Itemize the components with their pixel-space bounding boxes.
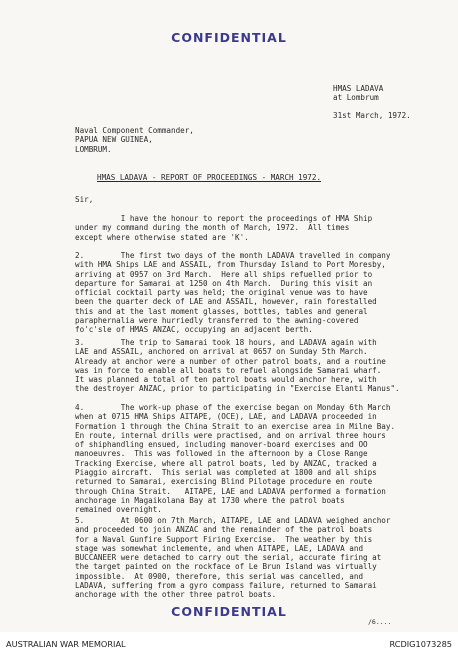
archive-footer — [0, 632, 458, 654]
archive-name: AUSTRALIAN WAR MEMORIAL — [6, 639, 126, 649]
paragraph-1: I have the honour to report the proceedings of HMA Ship under my command during the month of March, 1972. All times except where otherwise stated are 'K'. — [75, 214, 373, 242]
classification-stamp-top: CONFIDENTIAL — [171, 30, 287, 45]
salutation: Sir, — [75, 195, 94, 204]
addressee-block: Naval Component Commander, PAPUA NEW GUINEA, LOMBRUM. — [75, 126, 194, 154]
continuation-marker: /6.... — [368, 618, 392, 626]
paragraph-5: 5. At 0600 on 7th March, AITAPE, LAE and LADAVA weighed anchor and proceeded to join ANZAC and the remainder of the patrol boats for a Naval Gunfire Support Firing Exercise. The weather by this stage was somewhat inclemente, and when AITAPE, LAE, LADAVA and BUCCANEER were detached to carry out the serial, accurate firing at the target painted on the rockface of Le Brun Island was virtually impossible. At 0900, therefore, this serial was cancelled, and LADAVA, suffering from a gyro compass failure, returned to Samarai anchorage with the other three patrol boats. — [75, 516, 391, 600]
subject-line: HMAS LADAVA - REPORT OF PROCEEDINGS - MARCH 1972. — [97, 173, 322, 182]
sender-block: HMAS LADAVA at Lombrum — [333, 84, 384, 103]
paragraph-2: 2. The first two days of the month LADAVA travelled in company with HMA Ships LAE and ASSAIL, from Thursday Island to Port Moresby, arriving at 0957 on 3rd March. Here all ships refuelled prior to departure for Samarai at 1250 on 4th March. During this visit an official cocktail party was held; the original venue was to have been the quarter deck of LAE and ASSAIL, however, rain forestalled this and at the last moment glasses, bottles, tables and general paraphernalia were hurriedly transferred to the awning-covered fo'c'sle of HMAS ANZAC, occupying an adjacent berth. — [75, 251, 391, 335]
letter-date: 31st March, 1972. — [333, 111, 411, 120]
record-id: RCDIG1073285 — [389, 639, 452, 649]
classification-stamp-bottom: CONFIDENTIAL — [171, 604, 287, 619]
paragraph-3: 3. The trip to Samarai took 18 hours, and LADAVA again with LAE and ASSAIL, anchored on arrival at 0657 on Sunday 5th March. Already at anchor were a number of other patrol boats, and a routine was in force to enable all boats to refuel alongside Samarai wharf. It was planned a total of ten patrol boats would anchor here, with the destroyer ANZAC, prior to participating in "Exercise Elanti Manus". — [75, 338, 400, 394]
paragraph-4: 4. The work-up phase of the exercise began on Monday 6th March when at 0715 HMA Ships AITAPE, (OCE), LAE, and LADAVA proceeded in Formation 1 through the China Strait to an exercise area in Milne Bay. En route, internal drills were practised, and on arrival three hours of shiphandling ensued, including manover-board exercises and OO manoeuvres. This was followed in the afternoon by a Close Range Tracking Exercise, where all patrol boats, led by ANZAC, tracked a Piaggio aircraft. This serial was completed at 1800 and all ships returned to Samarai, exercising Blind Pilotage procedure en route through China Strait. AITAPE, LAE and LADAVA performed a formation anchorage in Magaikolana Bay at 1730 where the patrol boats remained overnight. — [75, 403, 396, 515]
